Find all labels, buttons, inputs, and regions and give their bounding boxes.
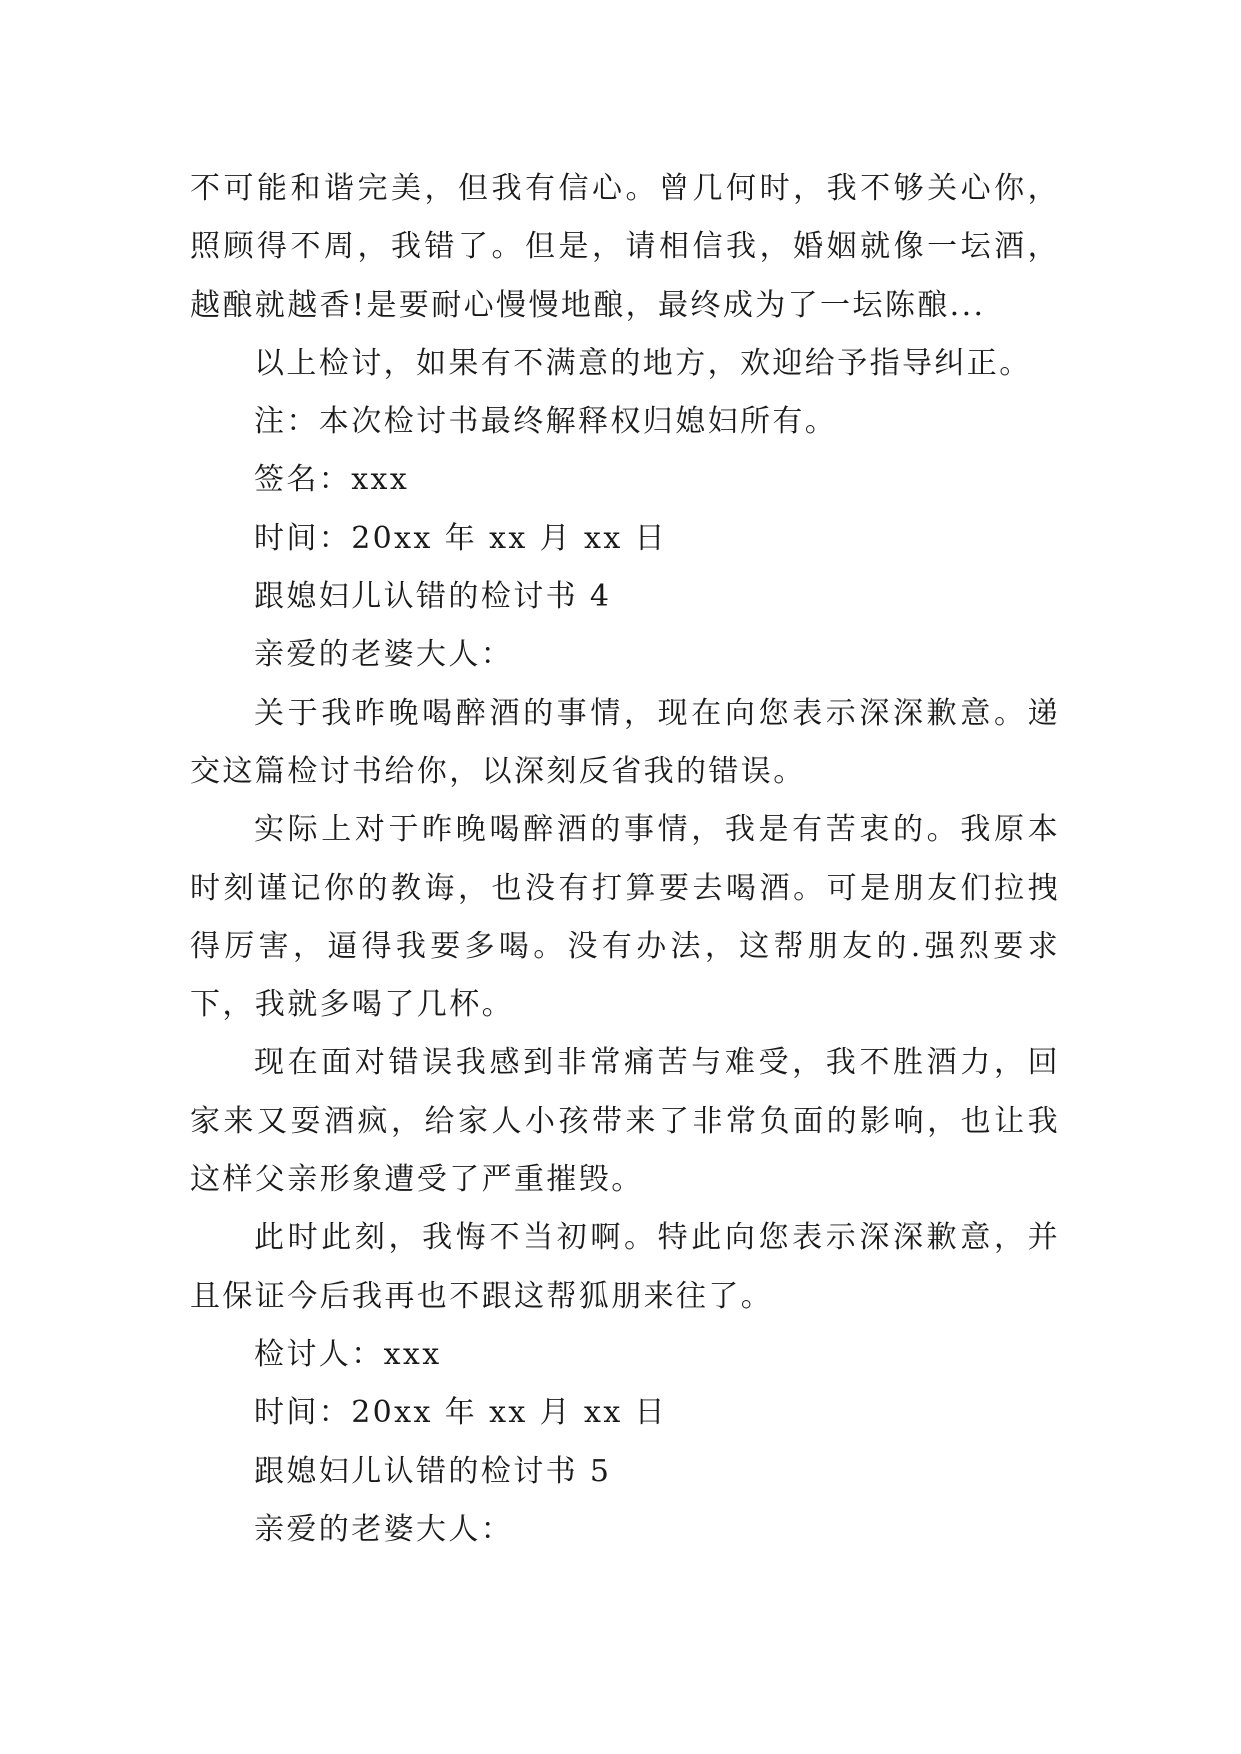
section-title-4: 跟媳妇儿认错的检讨书 4 bbox=[254, 579, 612, 615]
paragraph-regret: 现在面对错误我感到非常痛苦与难受，我不胜酒力，回家来又耍酒疯，给家人小孩带来了非常负面的影响，也让我这样父亲形象遭受了严重摧毁。 bbox=[190, 1045, 1060, 1198]
date-line: 时间：20xx 年 xx 月 xx 日 bbox=[254, 1395, 667, 1431]
paragraph-note: 注：本次检讨书最终解释权归媳妇所有。 bbox=[254, 404, 838, 440]
date-line: 时间：20xx 年 xx 月 xx 日 bbox=[254, 520, 667, 556]
salutation: 亲爱的老婆大人： bbox=[254, 637, 514, 673]
paragraph-promise: 此时此刻，我悔不当初啊。特此向您表示深深歉意，并且保证今后我再也不跟这帮狐朋来往了。 bbox=[190, 1220, 1060, 1314]
salutation: 亲爱的老婆大人： bbox=[254, 1511, 514, 1547]
paragraph-apology: 关于我昨晚喝醉酒的事情，现在向您表示深深歉意。递交这篇检讨书给你，以深刻反省我的错误。 bbox=[190, 695, 1060, 789]
paragraph-closing-remark: 以上检讨，如果有不满意的地方，欢迎给予指导纠正。 bbox=[254, 345, 1032, 381]
signature-line: 签名：xxx bbox=[254, 462, 410, 498]
section-title-5: 跟媳妇儿认错的检讨书 5 bbox=[254, 1453, 612, 1489]
signer-line: 检讨人：xxx bbox=[254, 1336, 442, 1372]
paragraph-continuation: 不可能和谐完美，但我有信心。曾几何时，我不够关心你，照顾得不周，我错了。但是，请相信我，婚姻就像一坛酒，越酿就越香!是要耐心慢慢地酿，最终成为了一坛陈酿... bbox=[190, 171, 1060, 323]
paragraph-explanation: 实际上对于昨晚喝醉酒的事情，我是有苦衷的。我原本时刻谨记你的教诲，也没有打算要去喝酒。可是朋友们拉拽得厉害，逼得我要多喝。没有办法，这帮朋友的.强烈要求下，我就多喝了几杯。 bbox=[190, 812, 1060, 1023]
document-body bbox=[190, 160, 1060, 1559]
